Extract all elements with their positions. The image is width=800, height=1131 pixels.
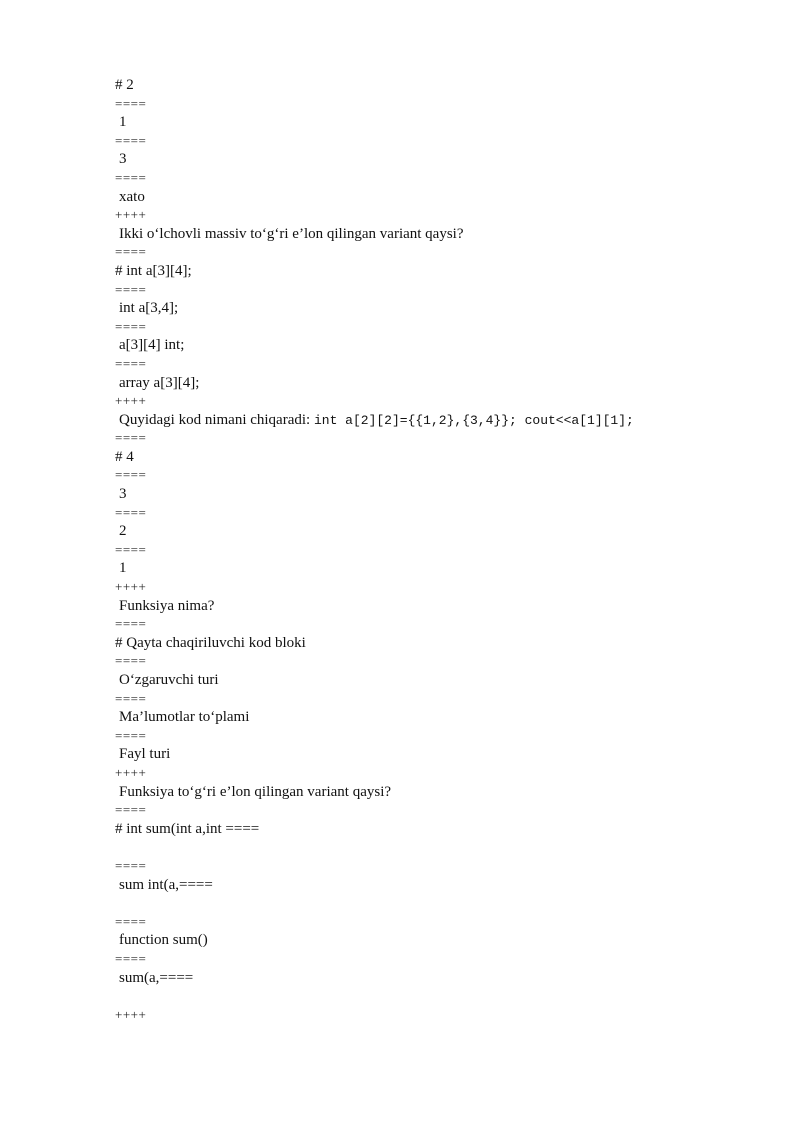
line-text: ++++ <box>115 764 147 780</box>
separator-line <box>115 318 755 337</box>
line-text: ==== <box>115 467 147 483</box>
line-text: # 2 <box>115 77 134 93</box>
answer-line <box>115 745 755 764</box>
text-line <box>115 448 755 467</box>
line-text: ++++ <box>115 207 147 223</box>
answer-line <box>115 150 755 169</box>
line-text: ==== <box>115 653 147 669</box>
line-text: ==== <box>115 169 147 185</box>
answer-line <box>115 783 755 802</box>
separator-line <box>115 764 755 783</box>
line-text: ++++ <box>115 1006 147 1022</box>
line-text: ==== <box>115 857 147 873</box>
separator-line <box>115 690 755 709</box>
line-text: # 4 <box>115 448 134 465</box>
blank-line <box>115 987 755 1006</box>
line-text: Quyidagi kod nimani chiqaradi: <box>119 411 314 428</box>
line-text: ==== <box>115 616 147 632</box>
separator-line <box>115 652 755 671</box>
separator-line <box>115 243 755 262</box>
line-text: Ikki o‘lchovli massiv to‘g‘ri e’lon qilingan variant qaysi? <box>119 225 464 242</box>
answer-line <box>115 374 755 393</box>
line-text: ==== <box>115 430 147 446</box>
blank-line <box>115 838 755 857</box>
line-text: 1 <box>119 560 127 577</box>
line-text: Fayl turi <box>119 746 171 763</box>
answer-line <box>115 559 755 578</box>
line-text: 1 <box>119 114 127 131</box>
line-text: # int a[3][4]; <box>115 262 192 279</box>
answer-line <box>115 597 755 616</box>
line-text: ==== <box>115 95 147 111</box>
answer-line <box>115 969 755 988</box>
line-text: # Qayta chaqiriluvchi kod bloki <box>115 634 306 651</box>
line-text: ==== <box>115 690 147 706</box>
answer-line <box>115 113 755 132</box>
line-text: ==== <box>115 244 147 260</box>
separator-line <box>115 857 755 876</box>
text-line <box>115 820 755 839</box>
line-text: ++++ <box>115 393 147 409</box>
line-text: 3 <box>119 486 127 503</box>
line-text: ==== <box>115 950 147 966</box>
line-text: int a[3,4]; <box>119 300 179 317</box>
text-line <box>115 76 755 95</box>
separator-line <box>115 355 755 374</box>
line-text: ==== <box>115 355 147 371</box>
separator-line <box>115 466 755 485</box>
answer-line <box>115 671 755 690</box>
separator-line <box>115 615 755 634</box>
line-text: O‘zgaruvchi turi <box>119 672 219 688</box>
line-text: function sum() <box>119 932 208 949</box>
line-text: Ma’lumotlar to‘plami <box>119 709 250 726</box>
text-line <box>115 634 755 653</box>
separator-line <box>115 281 755 300</box>
separator-line <box>115 132 755 151</box>
answer-line <box>115 522 755 541</box>
separator-line <box>115 541 755 560</box>
separator-line <box>115 1006 755 1025</box>
answer-line <box>115 485 755 504</box>
line-text: sum int(a,==== <box>119 876 213 893</box>
separator-line <box>115 206 755 225</box>
separator-line <box>115 801 755 820</box>
line-text: a[3][4] int; <box>119 337 185 354</box>
blank-line <box>115 894 755 913</box>
separator-line <box>115 429 755 448</box>
line-text: array a[3][4]; <box>119 374 200 391</box>
answer-line <box>115 411 755 430</box>
line-text: Funksiya nima? <box>119 597 215 614</box>
separator-line <box>115 913 755 932</box>
line-text: ==== <box>115 727 147 743</box>
separator-line <box>115 950 755 969</box>
text-line <box>115 262 755 281</box>
line-text: ==== <box>115 281 147 297</box>
answer-line <box>115 336 755 355</box>
line-text: Funksiya to‘g‘ri e’lon qilingan variant qaysi? <box>119 783 392 800</box>
line-text: 2 <box>119 523 127 540</box>
line-text: sum(a,==== <box>119 969 194 986</box>
line-text: ==== <box>115 318 147 334</box>
line-text: xato <box>119 188 145 205</box>
answer-line <box>115 876 755 895</box>
answer-line <box>115 931 755 950</box>
separator-line <box>115 578 755 597</box>
separator-line <box>115 392 755 411</box>
answer-line <box>115 225 755 244</box>
line-text: 3 <box>119 151 127 168</box>
line-text: ==== <box>115 913 147 929</box>
separator-line <box>115 504 755 523</box>
separator-line <box>115 727 755 746</box>
answer-line <box>115 188 755 207</box>
answer-line <box>115 299 755 318</box>
line-text: ++++ <box>115 579 147 595</box>
code-snippet: int a[2][2]={{1,2},{3,4}}; cout<<a[1][1]; <box>313 412 634 428</box>
line-text: # int sum(int a,int ==== <box>115 820 260 837</box>
line-text: ==== <box>115 802 147 818</box>
document-page <box>115 76 755 1024</box>
answer-line <box>115 708 755 727</box>
separator-line <box>115 95 755 114</box>
line-text: ==== <box>115 504 147 520</box>
line-text: ==== <box>115 132 147 148</box>
separator-line <box>115 169 755 188</box>
line-text: ==== <box>115 541 147 557</box>
